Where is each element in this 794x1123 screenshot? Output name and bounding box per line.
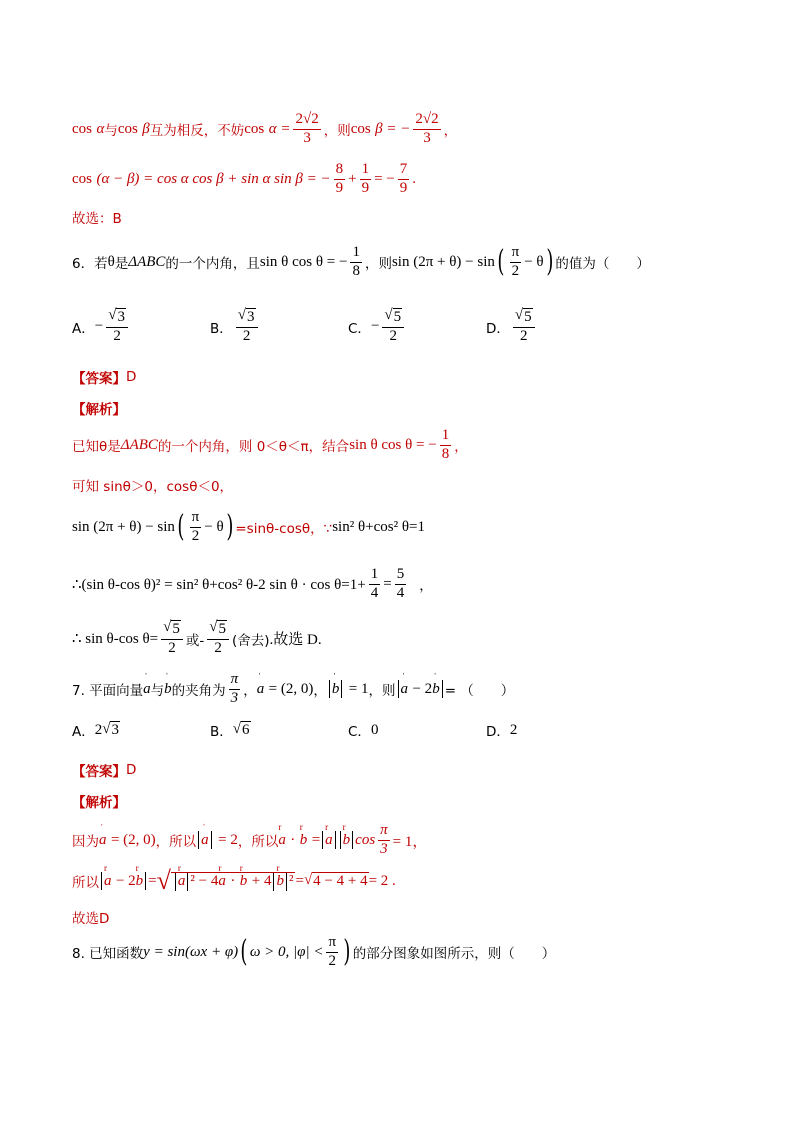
text: − 2 [412,680,433,697]
text: = 2 . [368,872,396,889]
text: − 2 [115,872,136,889]
option-label: C． [348,724,371,740]
text: ，则 [323,123,351,140]
q6-solution-3 [72,510,425,545]
left-paren: ( [240,934,248,970]
text: ∴(sin θ-cos θ)² = sin² θ+cos² θ-2 sin θ · cos θ=1+ [72,576,366,593]
radicand: 5 [524,309,532,325]
fraction: √ 5 2 [382,308,404,345]
q5-line-1 [72,112,457,147]
text: ， [454,439,468,456]
denominator: 2 [214,640,222,657]
denominator: 8 [352,262,360,279]
abs-bar [322,831,323,849]
radicand: 6 [242,721,250,738]
option-label: D． [486,724,510,740]
q5-answer [72,207,122,227]
text: cos [117,120,138,137]
text: ω > 0, |φ| < [249,943,324,960]
answer-value: D [126,762,137,778]
text: 或- [185,632,205,649]
fraction [326,935,338,970]
option-label: A． [72,320,95,337]
denominator: 2 [511,262,520,279]
numerator: 1 [360,162,372,180]
text: sin² θ+cos² θ=1 [332,518,426,535]
radicand: 5 [218,621,226,637]
text: (舍去) [231,632,270,649]
fraction [190,510,202,545]
text: 的部分图象如图所示，则（ ） [352,946,556,963]
text: .故选 D. [269,632,322,648]
vector-a: ˈ a [143,681,151,698]
vector-b: r b [240,873,248,890]
fraction: √ 5 2 [161,620,183,657]
numerator: 1 [369,567,381,585]
numerator: 5 [395,567,407,585]
fraction [440,428,452,463]
right-paren: ) [343,934,351,970]
denominator: 2 [113,328,121,345]
text: ΔABC [128,253,166,270]
right-paren: ) [225,509,234,545]
q7-answer-line [72,907,109,927]
denominator: 2 [242,328,251,345]
vector-b: r b [343,832,351,849]
sqrt-sign: √ [156,866,171,895]
numerator: 2√2 [293,112,320,130]
text: y = sin(ωx + φ) [143,943,239,960]
denominator: 3 [303,129,311,146]
text: = [311,831,321,848]
vector-a: r a [178,873,186,890]
fraction [360,162,372,197]
radicand: 3 [247,309,255,325]
text: 故选：B [72,211,122,227]
text: β = − [375,120,411,137]
q6-option-a[interactable] [72,308,131,345]
fraction [369,567,381,602]
option-label: A． [72,724,95,740]
vector-a: ˈ a [201,832,209,849]
answer-heading: 【答案】 [72,371,126,387]
q6-solution-1 [72,428,468,463]
denominator: 2 [168,640,176,657]
radicand: 3 [117,309,125,325]
denominator: 3 [423,129,431,146]
fraction [229,672,241,707]
text: 的夹角为 [171,683,226,700]
abs-bar [335,831,336,849]
vector-a: r a [278,832,286,849]
denominator: 4 [396,584,405,601]
text: sin θ cos θ = − [259,253,348,270]
abs-bar [101,872,102,890]
radicand: 4 − 4 + 4 [313,872,368,889]
vector-b: r b [276,873,284,890]
answer-heading: 【答案】 [72,764,126,780]
text: cos [72,170,92,187]
fraction [378,823,390,858]
text: + [348,170,357,187]
q7-solution-1 [72,823,427,858]
radicand: 3 [111,721,119,738]
text: cos [72,120,92,137]
numerator: 7 [398,162,410,180]
sign: − [94,318,104,334]
q7-option-a[interactable]: A． 2 √ 3 [72,720,119,740]
denominator: 3 [380,840,388,857]
analysis-heading: 【解析】 [72,402,126,418]
fraction [413,112,440,147]
text: ， [243,683,257,700]
numerator: 2√2 [413,112,440,130]
text: ， [443,123,458,140]
text: sin θ cos θ = − [349,436,437,453]
sign: − [370,318,380,334]
fraction: √ 5 2 [207,620,229,657]
vector-b: ˈ b [164,681,172,698]
abs-bar [398,680,399,698]
text: α = [268,120,291,137]
vector-a: r a [325,832,333,849]
denominator: 2 [520,328,528,345]
denominator: 2 [328,952,337,969]
option-label: B． [210,724,233,740]
text: sin (2π + θ) − sin [391,253,495,270]
abs-bar [175,873,176,891]
radical-body [171,872,296,891]
text: · [290,831,296,848]
fraction [350,245,362,280]
answer-value: D [126,369,137,385]
denominator: 2 [389,328,398,345]
text: = （ ） [444,683,515,700]
text: 的一个内角，且 [165,256,260,273]
q7-solution-2: 所以 r a − 2 r b = √ r a ² − 4 r a · r b + 4 r b ² = √ 4 − 4 + 4 = 2 . [72,866,396,896]
vector-a: r a [218,873,226,890]
left-paren: ( [177,509,185,545]
question-number: 6．若 [72,256,108,273]
numerator: π [326,935,338,953]
numerator: π [229,672,241,690]
value: 2 [94,721,103,738]
fraction: √ 5 2 [513,308,535,345]
text: 互为相反，不妨 [149,123,245,140]
q6-stem [72,245,650,280]
text: ， [419,578,433,595]
text: (α − β) = cos α cos β + sin α sin β = − [96,170,331,187]
text: cos [355,831,376,848]
text: 已知θ是 [72,439,121,456]
abs-bar [329,680,330,698]
text: cos [350,120,371,137]
abs-bar [352,831,353,849]
q5-line-2 [72,162,416,197]
fraction [510,245,522,280]
denominator: 9 [399,179,408,196]
fraction [395,567,407,602]
text: ，则 [368,683,396,700]
text: ∴ sin θ-cos θ= [72,631,159,647]
text: 可知 sinθ＞0，cosθ＜0， [72,479,234,495]
radicand: 5 [393,309,402,325]
numerator: π [510,245,522,263]
q7-option-c[interactable] [348,720,378,740]
text: = − [374,170,395,187]
abs-bar [145,872,146,890]
q6-option-d[interactable] [486,308,538,345]
abs-bar [340,831,341,849]
question-number: 7. 平面向量 [72,683,144,700]
option-label: D． [486,320,510,337]
text: = [383,575,392,592]
text: 与 [104,123,118,140]
text: = 2 [218,831,238,848]
text: =sinθ-cosθ，∵ [235,521,333,538]
text: cos [244,120,265,137]
fraction [293,112,320,147]
vector-a: ˈ a [99,832,107,849]
text: 因为 [72,834,99,851]
text: θ [107,253,115,270]
question-number: 8. 已知函数 [72,946,144,963]
vector-a: r a [104,873,112,890]
numerator: 1 [350,245,362,263]
fraction [334,162,346,197]
q6-solution-4 [72,567,433,602]
text: ² − 4 [190,873,219,889]
numerator: 1 [440,428,452,446]
numerator: π [190,510,202,528]
text: = (2, 0) [268,680,314,697]
text: . [412,170,416,187]
value: 0 [370,721,379,738]
abs-bar [187,873,188,891]
text: 是 [114,256,129,273]
vector-b: ˈ b [332,681,340,698]
q6-option-b[interactable] [210,308,261,345]
right-paren: ) [545,244,553,280]
value: 2 [509,721,518,738]
denominator: 4 [370,584,379,601]
text: ，则 [364,256,392,273]
text: sin (2π + θ) − sin [72,518,175,535]
vector-b: r b [136,873,144,890]
abs-bar [341,680,342,698]
q6-analysis-heading [72,398,126,418]
abs-bar [198,831,199,849]
text: 与 [150,683,165,700]
fraction: √ 3 2 [236,308,258,345]
text: ，所以 [237,834,279,851]
denominator: 2 [191,527,200,544]
vector-a: ˈ a [401,681,409,698]
text: 所以 [72,875,99,891]
q6-solution-2 [72,475,233,495]
text: ， [313,683,327,700]
text: ΔABC [120,436,158,453]
abs-bar [442,680,443,698]
denominator: 9 [361,179,370,196]
fraction: √ 3 2 [106,308,128,345]
text: ² [288,873,294,889]
text: = 1， [392,833,428,850]
q7-option-b[interactable]: B． √ 6 [210,720,250,740]
text: 故选D [72,911,110,927]
abs-bar [286,873,287,891]
text: α [96,120,105,137]
q8-stem [72,935,555,970]
text: 的值为（ ） [555,256,650,273]
numerator: 8 [334,162,346,180]
analysis-heading: 【解析】 [72,795,126,811]
text: 的一个内角，则 0＜θ＜π，结合 [157,439,350,456]
denominator: 9 [335,179,344,196]
text: · [230,873,236,889]
text: = (2, 0) [110,831,156,848]
q6-answer [72,367,136,387]
left-paren: ( [497,244,505,280]
vector-b: ˈ b [432,681,440,698]
q6-solution-5 [72,620,322,657]
q7-stem [72,672,514,707]
abs-bar [273,873,274,891]
q7-option-d[interactable] [486,720,517,740]
q7-analysis-heading [72,791,126,811]
text: − θ [524,253,544,270]
abs-bar [211,831,212,849]
q6-option-c[interactable] [348,308,407,345]
text: + 4 [251,873,272,889]
radicand: 5 [172,621,180,637]
numerator: π [378,823,390,841]
text: β [142,120,150,137]
text: ，所以 [155,834,197,851]
text: = 1 [348,680,369,697]
text: = [295,872,304,889]
text: − θ [204,518,224,535]
option-label: B． [210,320,233,337]
option-label: C． [348,320,371,337]
text: = [148,872,157,889]
denominator: 8 [441,445,450,462]
vector-b: r b [300,832,308,849]
q7-answer [72,760,136,780]
fraction [398,162,410,197]
denominator: 3 [230,689,239,706]
vector-a: ˈ a [257,681,265,698]
